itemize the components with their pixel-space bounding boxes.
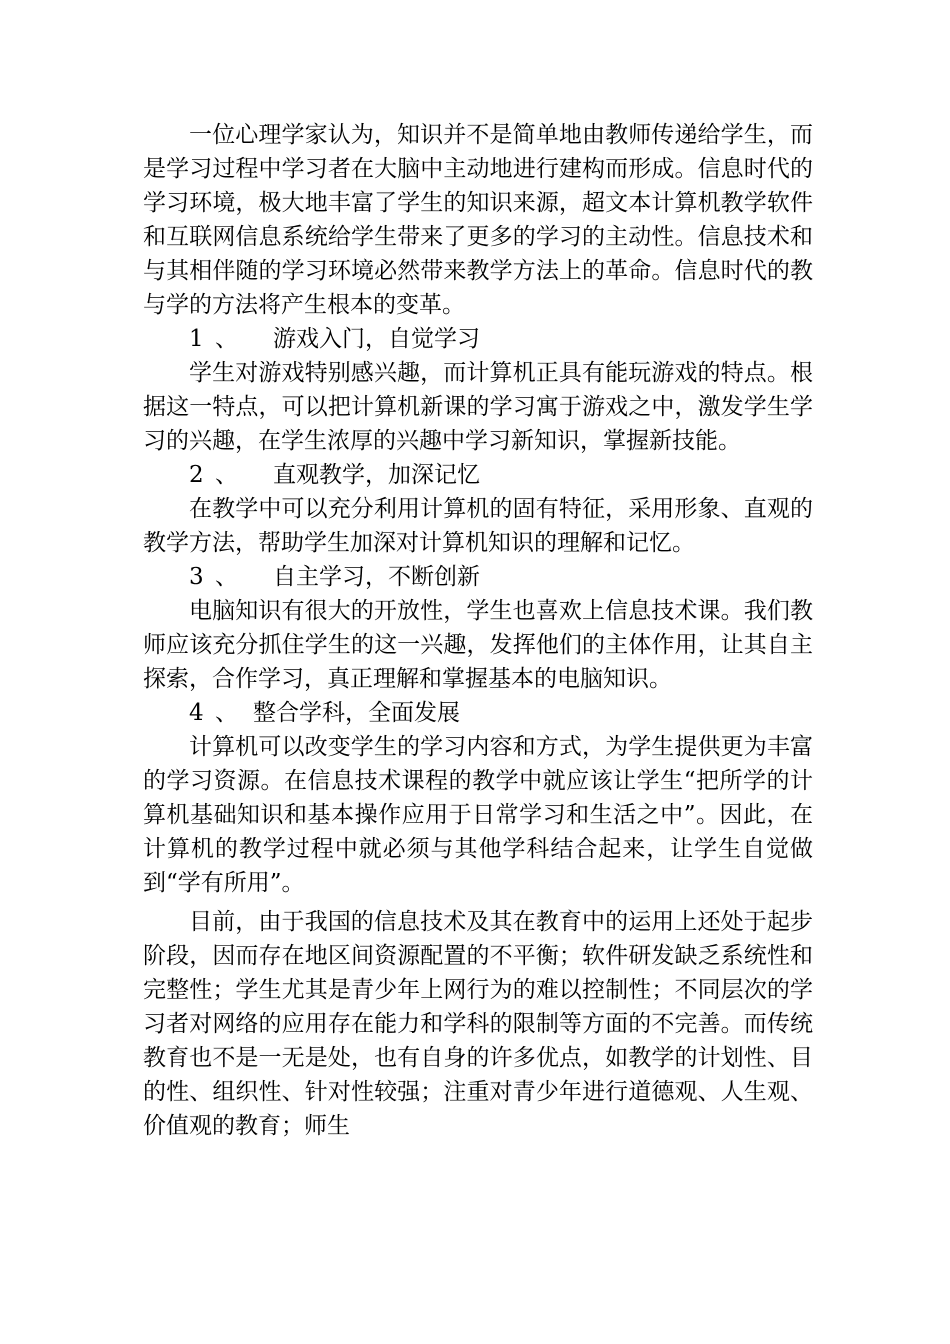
section-heading-1 xyxy=(143,322,813,356)
closing-paragraph: 目前，由于我国的信息技术及其在教育中的运用上还处于起步阶段，因而存在地区间资源配置的不平衡；软件研发缺乏系统性和完整性；学生尤其是青少年上网行为的难以控制性；不同层次的学习者对网络的应用存在能力和学科的限制等方面的不完善。而传统教育也不是一无是处，也有自身的许多优点，如教学的计划性、目的性、组织性、针对性较强；注重对青少年进行道德观、人生观、价值观的教育；师生 xyxy=(143,909,813,1139)
section-body-4: 计算机可以改变学生的学习内容和方式，为学生提供更为丰富的学习资源。在信息技术课程的教学中就应该让学生“把所学的计算机基础知识和基本操作应用于日常学习和生活之中”。因此，在计算机的教学过程中就必须与其他学科结合起来，让学生自觉做到“学有所用”。 xyxy=(143,734,813,896)
section-separator: 、 xyxy=(215,462,238,488)
section-body-3: 电脑知识有很大的开放性，学生也喜欢上信息技术课。我们教师应该充分抓住学生的这一兴趣，发挥他们的主体作用，让其自主探索，合作学习，真正理解和掌握基本的电脑知识。 xyxy=(143,598,813,692)
section-separator: 、 xyxy=(215,700,238,726)
section-title: 游戏入门，自觉学习 xyxy=(273,326,480,352)
section-number: 2 xyxy=(189,462,204,488)
section-number: 3 xyxy=(189,564,204,590)
section-separator: 、 xyxy=(215,326,238,352)
section-body-1: 学生对游戏特别感兴趣，而计算机正具有能玩游戏的特点。根据这一特点，可以把计算机新课的学习寓于游戏之中，激发学生学习的兴趣，在学生浓厚的兴趣中学习新知识，掌握新技能。 xyxy=(143,360,813,454)
section-title: 直观教学，加深记忆 xyxy=(273,462,480,488)
section-heading-2 xyxy=(143,458,813,492)
section-body-2: 在教学中可以充分利用计算机的固有特征，采用形象、直观的教学方法，帮助学生加深对计算机知识的理解和记忆。 xyxy=(143,496,813,556)
section-heading-4 xyxy=(143,696,813,730)
section-title: 自主学习，不断创新 xyxy=(273,564,480,590)
section-title: 整合学科，全面发展 xyxy=(253,700,460,726)
section-number: 4 xyxy=(189,700,204,726)
section-separator: 、 xyxy=(215,564,238,590)
section-number: 1 xyxy=(189,326,204,352)
intro-paragraph: 一位心理学家认为，知识并不是简单地由教师传递给学生，而是学习过程中学习者在大脑中主动地进行建构而形成。信息时代的学习环境，极大地丰富了学生的知识来源，超文本计算机教学软件和互联网信息系统给学生带来了更多的学习的主动性。信息技术和与其相伴随的学习环境必然带来教学方法上的革命。信息时代的教与学的方法将产生根本的变革。 xyxy=(143,122,813,318)
section-heading-3 xyxy=(143,560,813,594)
document-body xyxy=(143,118,813,1143)
